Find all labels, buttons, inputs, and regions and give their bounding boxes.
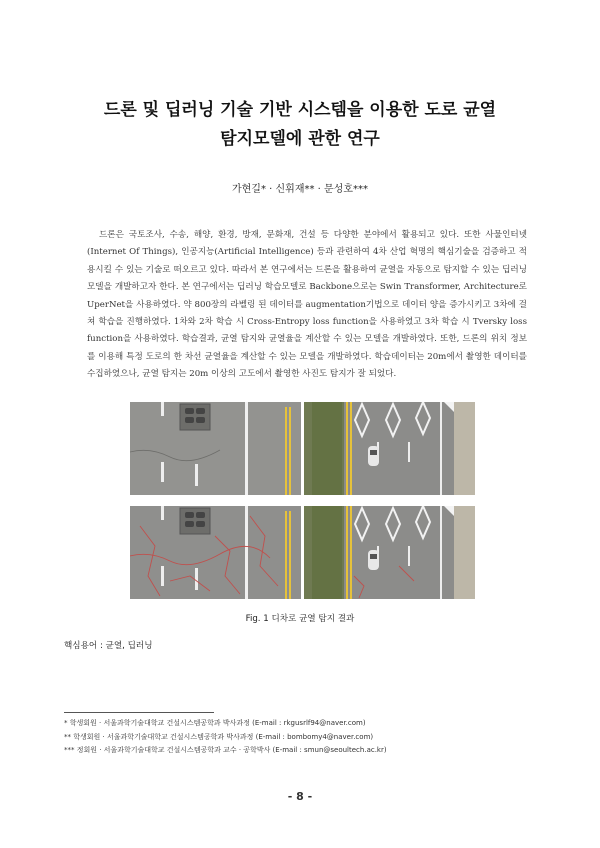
figure-1 <box>130 402 475 602</box>
title-line-1: 드론 및 딥러닝 기술 기반 시스템을 이용한 도로 균열 <box>103 100 497 120</box>
footnote-2: ** 학생회원 · 서울과학기술대학교 건설시스템공학과 박사과정 (E-mail : bombomy4@naver.com) <box>64 732 374 741</box>
road-image-detected-left <box>130 506 301 599</box>
page-number: - 8 - <box>287 790 313 803</box>
abstract-text: 드론은 국토조사, 수송, 해양, 환경, 방재, 문화재, 건설 등 다양한 분야에서 활용되고 있다. 또한 사물인터넷(Internet Of Things), 인공지능(Artificial Intelligence) 등과 관련하여 4차 산업 혁명의 핵심기술을 검증하고 적용시킬 수 있는 기술로 떠오르고 있다. 따라서 본 연구에서는 드론을 활용하여 균열을 자동으로 탐지할 수 있는 딥러닝 모델을 개발하고자 한다. 본 연구에서는 딥러닝 학습모델로 Backbone으로는 Swin Transformer, Architecture로 UperNet을 사용하였다. 약 800장의 라벨링 된 데이터를 augmentation기법으로 데이터 양을 증가시키고 3차에 걸쳐 학습을 진행하였다. 1차와 2차 학습 시 Cross-Entropy loss function을 사용하였고 3차 학습 시 Tversky loss function을 사용하였다. 학습결과, 균열 탐지와 균열율을 계산할 수 있는 모델을 개발하였다. 또한, 드론의 위치 정보를 이용해 특정 도로의 한 차선 균열율을 계산할 수 있는 모델을 개발하였다. 학습데이터는 20m에서 촬영한 데이터를 수집하였으나, 균열 탐지는 20m 이상의 고도에서 촬영한 사진도 탐지가 잘 되었다. <box>87 230 527 380</box>
paper-title <box>40 96 560 154</box>
footnote-3: *** 정회원 · 서울과학기술대학교 건설시스템공학과 교수 · 공학박사 (E-mail : smun@seoultech.ac.kr) <box>64 746 387 754</box>
road-image-detected-right <box>304 506 475 599</box>
footnote-divider <box>64 712 214 713</box>
footnotes <box>64 717 544 758</box>
keywords: 핵심용어 : 균열, 딥러닝 <box>64 641 153 651</box>
author-list: 가현길* · 신휘재** · 문성호*** <box>231 184 368 195</box>
figure-caption: Fig. 1 디차로 균열 탐지 결과 <box>245 614 355 624</box>
footnote-1: * 학생회원 · 서울과학기술대학교 건설시스템공학과 박사과정 (E-mail : rkgusrlf94@naver.com) <box>64 719 366 727</box>
abstract <box>87 227 527 384</box>
title-line-2: 탐지모델에 관한 연구 <box>220 129 380 149</box>
road-image-original-right <box>304 402 475 495</box>
road-image-original-left <box>130 402 301 495</box>
